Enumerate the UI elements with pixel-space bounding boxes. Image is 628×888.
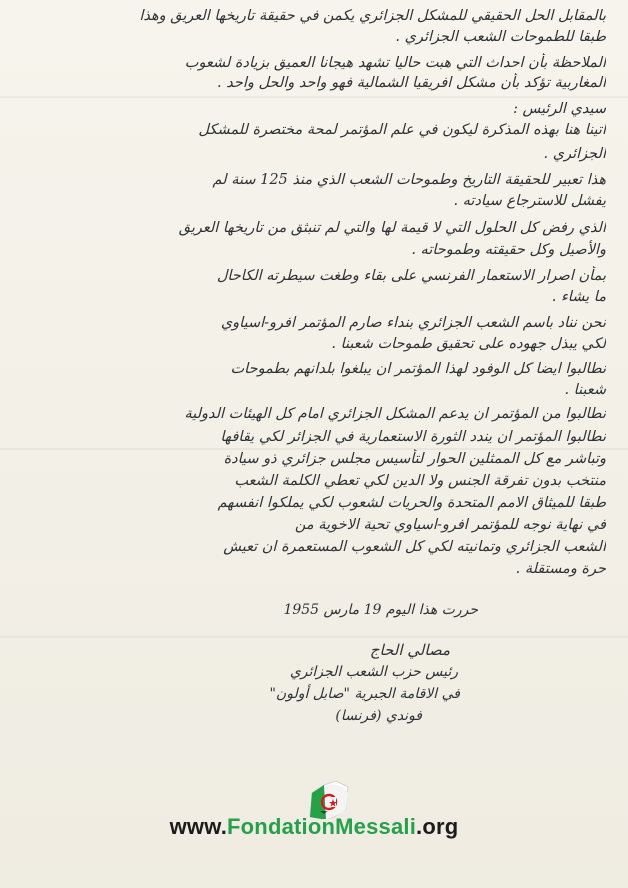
- signature-place: فوندي (فرنسا): [335, 708, 422, 724]
- letter-line: نطالبوا من المؤتمر ان يدعم المشكل الجزائري امام كل الهيئات الدولية: [184, 406, 606, 422]
- letter-line: نطالبوا المؤتمر ان يندد الثورة الاستعمارية في الجزائر لكي يقافها: [220, 429, 606, 445]
- letter-line: الشعب الجزائري وتمانيته لكي كل الشعوب المستعمرة ان تعيش: [223, 539, 606, 555]
- website-watermark: [0, 814, 628, 840]
- letter-line: نحن نناد باسم الشعب الجزائري بنداء صارم المؤتمر افرو-اسياوي: [220, 315, 606, 331]
- letter-line: ما يشاء .: [551, 289, 606, 305]
- letter-line: الملاحظة بأن احداث التي هبت حاليا تشهد هيجانا العميق بزيادة لشعوب: [184, 55, 606, 71]
- site-prefix: www.: [169, 814, 228, 839]
- signature-name: مصالي الحاج: [369, 641, 450, 659]
- site-name: FondationMessali: [227, 814, 417, 839]
- letter-line: الذي رفض كل الحلول التي لا قيمة لها والتي لم تنبثق من تاريخها العريق: [178, 220, 606, 236]
- paper-bleed-mark: [0, 96, 628, 98]
- letter-line: وتباشر مع كل الممثلين الحوار لتأسيس مجلس جزائري ذو سيادة: [223, 451, 606, 467]
- site-suffix: .org: [416, 814, 459, 839]
- date-line: حررت هذا اليوم 19 مارس 1955: [283, 602, 478, 618]
- letter-line: المغاربية تؤكد بأن مشكل افريقيا الشمالية فهو واحد والحل واحد .: [217, 75, 606, 91]
- signature-title: رئيس حزب الشعب الجزائري: [289, 664, 458, 680]
- letter-line: بالمقابل الحل الحقيقي للمشكل الجزائري يكمن في حقيقة تاريخها العريق وهذا: [139, 8, 606, 24]
- letter-line: لكي يبذل جهوده على تحقيق طموحات شعبنا .: [331, 336, 606, 352]
- letter-line: بمأن اصرار الاستعمار الفرنسي على بقاء وطغت سيطرته الكاحال: [216, 268, 606, 284]
- letter-line: سيدي الرئيس :: [513, 101, 606, 117]
- paper-bleed-mark: [0, 636, 628, 638]
- letter-line: طبقا للميثاق الامم المتحدة والحريات لشعوب لكي يملكوا انفسهم: [217, 495, 606, 511]
- letter-line: والأصيل وكل حقيقته وطموحاته .: [411, 242, 606, 258]
- letter-line: الجزائري .: [543, 146, 606, 162]
- signature-residence: في الاقامة الجبرية "صابل أولون": [269, 686, 460, 702]
- letter-line: هذا تعبير للحقيقة التاريخ وطموحات الشعب الذي منذ 125 سنة لم: [212, 172, 606, 188]
- letter-line: في نهاية نوجه للمؤتمر افرو-اسياوي تحية الاخوية من: [294, 517, 606, 533]
- letter-line: طبقا للطموحات الشعب الجزائري .: [395, 29, 606, 45]
- letter-line: حرة ومستقلة .: [515, 561, 606, 577]
- letter-line: منتخب بدون تفرقة الجنس ولا الدين لكي تعطي الكلمة الشعب: [234, 473, 606, 489]
- letter-line: شعبنا .: [564, 382, 606, 398]
- letter-line: يفشل للاسترجاع سيادته .: [453, 193, 606, 209]
- letter-line: نطالبوا ايضا كل الوفود لهذا المؤتمر ان يبلغوا بلدانهم بطموحات: [230, 361, 606, 377]
- letter-line: اتينا هنا بهذه المذكرة ليكون في علم المؤتمر لمحة مختصرة للمشكل: [198, 122, 606, 138]
